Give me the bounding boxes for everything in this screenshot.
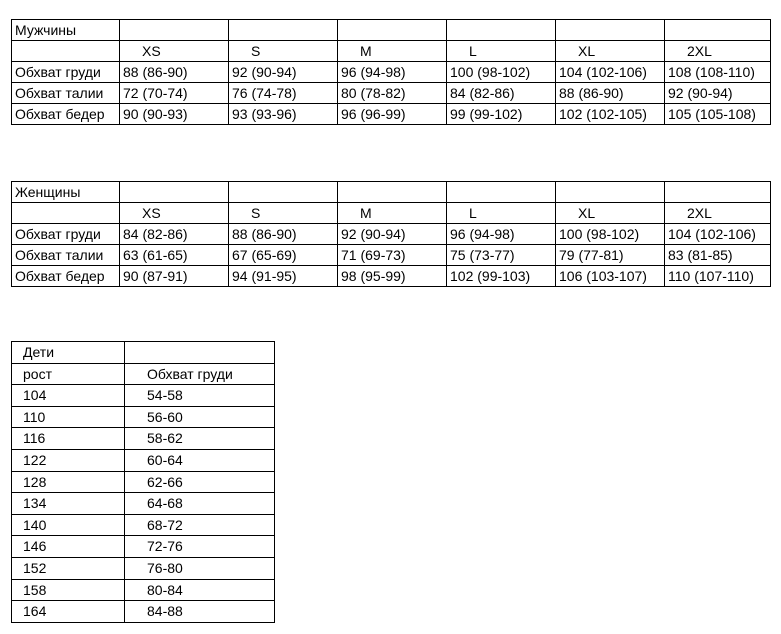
row-label: Обхват бедер	[12, 104, 120, 125]
table-row	[12, 182, 771, 203]
table-cell: 94 (91-95)	[229, 266, 338, 287]
row-label: Обхват груди	[12, 224, 120, 245]
table-row	[12, 266, 771, 287]
table-row	[12, 224, 771, 245]
table-cell: 96 (94-98)	[338, 62, 447, 83]
chest-cell: 60-64	[125, 449, 275, 471]
table-cell: 105 (105-108)	[665, 104, 771, 125]
table-row	[12, 245, 771, 266]
table-cell: 79 (77-81)	[556, 245, 665, 266]
table-cell: 104 (102-106)	[556, 62, 665, 83]
table-cell: 90 (90-93)	[120, 104, 229, 125]
table-cell: 80 (78-82)	[338, 83, 447, 104]
height-cell: 140	[12, 514, 125, 536]
height-cell: 116	[12, 428, 125, 450]
size-header: 2XL	[665, 41, 771, 62]
table-row	[12, 342, 275, 364]
chest-cell: 58-62	[125, 428, 275, 450]
size-header: XS	[120, 203, 229, 224]
size-header: XS	[120, 41, 229, 62]
table-row	[12, 471, 275, 493]
height-cell: 158	[12, 579, 125, 601]
size-header: M	[338, 41, 447, 62]
table-cell: 99 (99-102)	[447, 104, 556, 125]
empty-cell	[12, 41, 120, 62]
chest-cell: 76-80	[125, 557, 275, 579]
size-header: L	[447, 41, 556, 62]
size-header: XL	[556, 41, 665, 62]
table-row	[12, 536, 275, 558]
empty-cell	[120, 182, 229, 203]
table-cell: 92 (90-94)	[229, 62, 338, 83]
section-title: Мужчины	[12, 20, 120, 41]
size-header: XL	[556, 203, 665, 224]
table-cell: 102 (99-103)	[447, 266, 556, 287]
kids-size-table	[11, 341, 275, 623]
empty-cell	[338, 182, 447, 203]
table-cell: 102 (102-105)	[556, 104, 665, 125]
chest-cell: 80-84	[125, 579, 275, 601]
height-cell: 152	[12, 557, 125, 579]
table-cell: 63 (61-65)	[120, 245, 229, 266]
table-row	[12, 104, 771, 125]
size-header: S	[229, 41, 338, 62]
chest-cell: 68-72	[125, 514, 275, 536]
table-row	[12, 601, 275, 623]
table-cell: 96 (94-98)	[447, 224, 556, 245]
height-cell: 122	[12, 449, 125, 471]
table-cell: 100 (98-102)	[447, 62, 556, 83]
table-cell: 110 (107-110)	[665, 266, 771, 287]
table-cell: 88 (86-90)	[229, 224, 338, 245]
table-row	[12, 449, 275, 471]
height-cell: 128	[12, 471, 125, 493]
empty-cell	[125, 342, 275, 364]
men-size-table	[11, 19, 771, 125]
table-cell: 93 (93-96)	[229, 104, 338, 125]
table-cell: 98 (95-99)	[338, 266, 447, 287]
chest-cell: 72-76	[125, 536, 275, 558]
empty-cell	[447, 20, 556, 41]
table-row	[12, 514, 275, 536]
table-cell: 83 (81-85)	[665, 245, 771, 266]
empty-cell	[665, 182, 771, 203]
table-cell: 67 (65-69)	[229, 245, 338, 266]
table-row	[12, 203, 771, 224]
height-cell: 134	[12, 493, 125, 515]
height-cell: 104	[12, 385, 125, 407]
table-cell: 76 (74-78)	[229, 83, 338, 104]
row-label: Обхват груди	[12, 62, 120, 83]
row-label: Обхват талии	[12, 83, 120, 104]
chest-cell: 54-58	[125, 385, 275, 407]
empty-cell	[12, 203, 120, 224]
table-cell: 71 (69-73)	[338, 245, 447, 266]
height-cell: 110	[12, 406, 125, 428]
table-row	[12, 20, 771, 41]
height-cell: 164	[12, 601, 125, 623]
table-row	[12, 557, 275, 579]
empty-cell	[556, 20, 665, 41]
table-row	[12, 579, 275, 601]
table-row	[12, 493, 275, 515]
empty-cell	[447, 182, 556, 203]
table-cell: 92 (90-94)	[665, 83, 771, 104]
empty-cell	[556, 182, 665, 203]
table-row	[12, 83, 771, 104]
empty-cell	[665, 20, 771, 41]
row-label: Обхват талии	[12, 245, 120, 266]
table-cell: 100 (98-102)	[556, 224, 665, 245]
table-row	[12, 406, 275, 428]
table-cell: 90 (87-91)	[120, 266, 229, 287]
table-cell: 75 (73-77)	[447, 245, 556, 266]
table-cell: 106 (103-107)	[556, 266, 665, 287]
table-cell: 92 (90-94)	[338, 224, 447, 245]
size-header: 2XL	[665, 203, 771, 224]
size-header: L	[447, 203, 556, 224]
table-row	[12, 385, 275, 407]
table-cell: 96 (96-99)	[338, 104, 447, 125]
table-row	[12, 62, 771, 83]
table-cell: 108 (108-110)	[665, 62, 771, 83]
table-row	[12, 41, 771, 62]
table-cell: 84 (82-86)	[447, 83, 556, 104]
table-cell: 88 (86-90)	[120, 62, 229, 83]
column-header-chest: Обхват груди	[125, 363, 275, 385]
section-title: Женщины	[12, 182, 120, 203]
table-cell: 84 (82-86)	[120, 224, 229, 245]
height-cell: 146	[12, 536, 125, 558]
table-row	[12, 363, 275, 385]
women-size-table	[11, 181, 771, 287]
chest-cell: 56-60	[125, 406, 275, 428]
table-cell: 72 (70-74)	[120, 83, 229, 104]
chest-cell: 62-66	[125, 471, 275, 493]
section-title: Дети	[12, 342, 125, 364]
table-cell: 88 (86-90)	[556, 83, 665, 104]
chest-cell: 64-68	[125, 493, 275, 515]
chest-cell: 84-88	[125, 601, 275, 623]
row-label: Обхват бедер	[12, 266, 120, 287]
empty-cell	[229, 182, 338, 203]
size-header: M	[338, 203, 447, 224]
empty-cell	[229, 20, 338, 41]
empty-cell	[338, 20, 447, 41]
column-header-height: рост	[12, 363, 125, 385]
table-cell: 104 (102-106)	[665, 224, 771, 245]
table-row	[12, 428, 275, 450]
size-header: S	[229, 203, 338, 224]
empty-cell	[120, 20, 229, 41]
